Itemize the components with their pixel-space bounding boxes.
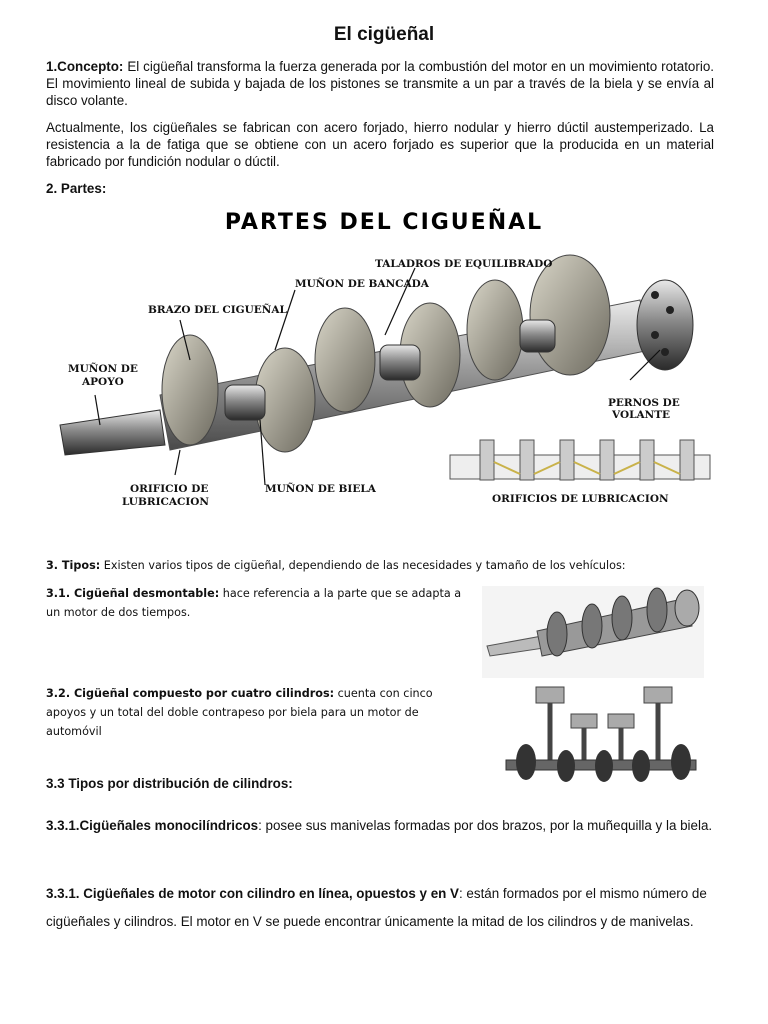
t32-paragraph bbox=[46, 684, 471, 741]
label-brazo: BRAZO DEL CIGUEÑAL bbox=[148, 304, 287, 316]
t331b-paragraph bbox=[46, 880, 718, 936]
label-orificio-1: ORIFICIO DE bbox=[130, 483, 209, 495]
label-taladros: TALADROS DE EQUILIBRADO bbox=[375, 258, 553, 270]
t331b-text: : están formados por el mismo número de cigüeñales y cilindros. El motor en V se puede encontrar únicamente la mitad de los cilindros y de manivelas. bbox=[46, 886, 707, 929]
t32-heading: 3.2. Cigüeñal compuesto por cuatro cilindros: bbox=[46, 687, 335, 700]
t31-paragraph bbox=[46, 584, 471, 622]
page-title: El cigüeñal bbox=[333, 24, 435, 45]
concepto-text: El cigüeñal transforma la fuerza generada por la combustión del motor en un movimiento rotatorio. El movimiento lineal de subida y bajada de los pistones se transmite a un par a través de la biela y se envía al disco volante. bbox=[46, 59, 714, 108]
tipos-heading: 3. Tipos: bbox=[46, 559, 101, 572]
t31-heading: 3.1. Cigüeñal desmontable: bbox=[46, 587, 220, 600]
partes-heading: 2. Partes: bbox=[46, 181, 107, 196]
label-munon-biela: MUÑON DE BIELA bbox=[265, 483, 376, 495]
t331a-paragraph bbox=[46, 812, 726, 840]
concepto-paragraph bbox=[46, 58, 714, 109]
figure-title: PARTES DEL CIGUEÑAL bbox=[224, 210, 544, 235]
schematic-illustration bbox=[450, 440, 710, 480]
label-orificio-2: LUBRICACION bbox=[122, 496, 209, 508]
actualmente-paragraph: Actualmente, los cigüeñales se fabrican con acero forjado, hierro nodular y hierro dúctil austemperizado. La resistencia a la de fatiga que se obtiene con un acero forjado es superior que la producida en un material fabricado por fundición nodular o dúctil. bbox=[46, 120, 714, 169]
label-pernos-2: VOLANTE bbox=[612, 409, 671, 421]
label-munon-bancada: MUÑON DE BANCADA bbox=[295, 278, 429, 290]
label-orificios-lub: ORIFICIOS DE LUBRICACION bbox=[492, 493, 669, 505]
t31-text: hace referencia a la parte que se adapta a un motor de dos tiempos. bbox=[46, 587, 462, 619]
t331a-heading: 3.3.1.Cigüeñales monocilíndricos bbox=[46, 818, 259, 833]
label-munon-apoyo-1: MUÑON DE bbox=[68, 363, 138, 375]
crankshaft-diagram bbox=[40, 240, 720, 520]
tipos-text: Existen varios tipos de cigüeñal, dependiendo de las necesidades y tamaño de los vehículos: bbox=[100, 559, 626, 572]
t331b-heading: 3.3.1. Cigüeñales de motor con cilindro en línea, opuestos y en V bbox=[46, 886, 459, 901]
crankshaft-photo-1 bbox=[482, 586, 704, 678]
t33-heading: 3.3 Tipos por distribución de cilindros: bbox=[46, 776, 293, 791]
label-pernos-1: PERNOS DE bbox=[608, 397, 680, 409]
concepto-heading: 1.Concepto: bbox=[46, 59, 124, 74]
tipos-paragraph bbox=[46, 556, 714, 575]
t331a-text: : posee sus manivelas formadas por dos brazos, por la muñequilla y la biela. bbox=[258, 818, 713, 833]
label-munon-apoyo-2: APOYO bbox=[82, 376, 124, 388]
t32-text: cuenta con cinco apoyos y un total del doble contrapeso por biela para un motor de automóvil bbox=[46, 687, 433, 738]
